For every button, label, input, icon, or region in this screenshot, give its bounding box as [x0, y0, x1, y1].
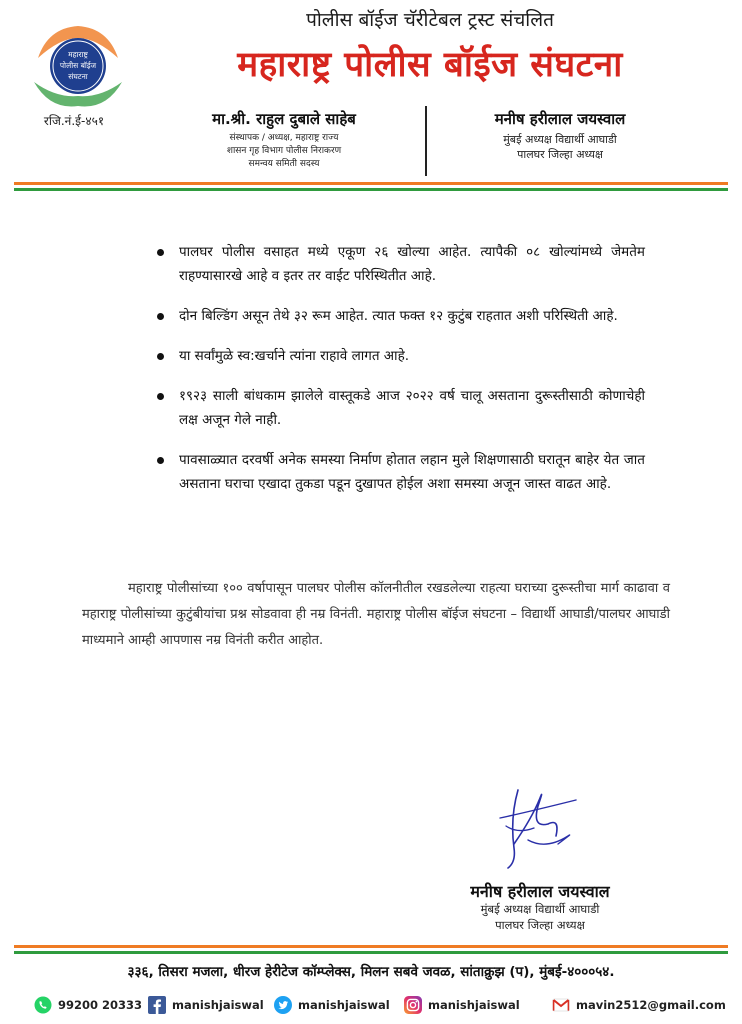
bullet-dot [157, 353, 164, 360]
president-role-line-1: मुंबई अध्यक्ष विद्यार्थी आघाडी [503, 133, 617, 146]
logo-text-line-3: संघटना [68, 72, 88, 81]
registration-number: रजि.नं.ई-४५१ [43, 114, 105, 128]
signatory-role-line-1: मुंबई अध्यक्ष विद्यार्थी आघाडी [480, 902, 600, 916]
bullet-text: या सर्वांमुळे स्व:खर्चाने त्यांना राहावे लागत आहे. [179, 348, 410, 364]
facebook-icon [148, 996, 166, 1014]
facebook-handle: manishjaiswal [172, 998, 264, 1012]
list-item [155, 344, 645, 368]
signatory-role-line-2: पालघर जिल्हा अध्यक्ष [495, 918, 585, 932]
whatsapp-icon [34, 996, 52, 1014]
bullet-dot [157, 313, 164, 320]
contact-twitter [274, 996, 390, 1014]
office-address: ३३६, तिसरा मजला, धीरज हेरीटेज कॉम्प्लेक्स, मिलन सबवे जवळ, सांताक्रुझ (प), मुंबई-४०००५४. [127, 964, 615, 980]
founder-committee: समन्वय समिती सदस्य [248, 159, 320, 169]
twitter-handle: manishjaiswal [298, 998, 390, 1012]
contact-email [552, 996, 726, 1014]
header-rule-saffron [14, 182, 728, 185]
phone-number: 99200 20333 [58, 998, 143, 1012]
bullet-text: १९२३ साली बांधकाम झालेले वास्तूकडे आज २०२२ वर्ष चालू असताना दुरूस्तीसाठी कोणाचेही लक्ष अजून गेले नाही. [179, 388, 645, 428]
founder-department: शासन गृह विभाग पोलीस निराकरण [226, 146, 342, 156]
bullet-text: दोन बिल्डिंग असून तेथे ३२ रूम आहेत. त्यात फक्त १२ कुटुंब राहतात अशी परिस्थिती आहे. [179, 308, 618, 324]
twitter-icon [274, 996, 292, 1014]
contact-facebook [148, 996, 264, 1014]
trust-line: पोलीस बॉईज चॅरीटेबल ट्रस्ट संचलित [306, 9, 554, 31]
handwritten-signature [488, 778, 584, 876]
organization-logo [30, 22, 126, 114]
header-rule-green [14, 188, 728, 191]
president-role-line-2: पालघर जिल्हा अध्यक्ष [517, 148, 603, 161]
founder-name: मा.श्री. राहुल दुबाले साहेब [212, 110, 356, 128]
instagram-icon [404, 996, 422, 1014]
bullet-text: पालघर पोलीस वसाहत मध्ये एकूण २६ खोल्या आहेत. त्यापैकी ०८ खोल्यांमध्ये जेमतेम राहण्यासारखे आहे व इतर तर वाईट परिस्थितीत आहे. [179, 244, 645, 284]
list-item [155, 240, 645, 288]
president-name: मनीष हरीलाल जयस्वाल [494, 110, 626, 128]
contact-instagram [404, 996, 520, 1014]
list-item [155, 384, 645, 432]
list-item [155, 304, 645, 328]
email-address: mavin2512@gmail.com [576, 998, 726, 1012]
gmail-icon [552, 996, 570, 1014]
organization-name: महाराष्ट्र पोलीस बॉईज संघटना [237, 45, 623, 85]
signatory-name: मनीष हरीलाल जयस्वाल [470, 882, 610, 901]
logo-text-line-1: महाराष्ट्र [68, 50, 88, 59]
contact-phone [34, 996, 142, 1014]
header-divider [425, 106, 427, 176]
logo-text-line-2: पोलीस बॉईज [59, 61, 97, 70]
issue-bullet-list [155, 240, 645, 496]
founder-role: संस्थापक / अध्यक्ष, महाराष्ट्र राज्य [229, 133, 339, 143]
bullet-dot [157, 393, 164, 400]
footer-rule-green [14, 951, 728, 954]
bullet-dot [157, 457, 164, 464]
bullet-dot [157, 249, 164, 256]
list-item [155, 448, 645, 496]
request-paragraph: महाराष्ट्र पोलीसांच्या १०० वर्षापासून पालघर पोलीस कॉलनीतील रखडलेल्या राहत्या घराच्या दुरूस्तीचा मार्ग काढावा व महाराष्ट्र पोलीसांच्या कुटुंबीयांचा प्रश्न सोडवावा ही नम्र विनंती. महाराष्ट्र पोलीस बॉईज संघटना – विद्यार्थी आघाडी/पालघर आघाडी माध्यमाने आम्ही आपणास नम्र विनंती करीत आहोत. [82, 581, 670, 648]
bullet-text: पावसाळ्यात दरवर्षी अनेक समस्या निर्माण होतात लहान मुले शिक्षणासाठी घरातून बाहेर येत जात असताना घराचा एखादा तुकडा पडून दुखापत होईल अशा समस्या अजून जास्त वाढत आहे. [179, 452, 645, 492]
instagram-handle: manishjaiswal [428, 998, 520, 1012]
footer-rule-saffron [14, 945, 728, 948]
